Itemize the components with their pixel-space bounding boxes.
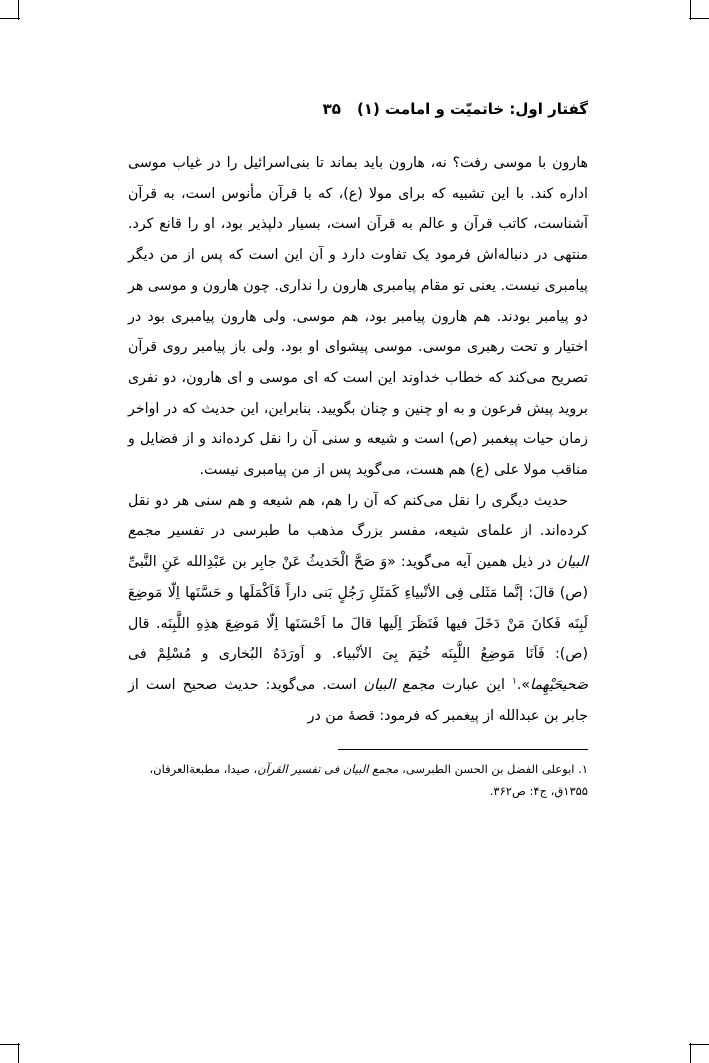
paragraph-text: است. می‌گوید: حدیث صحیح است از جابر بن عبدالله از پیغمبر که فرمود: قصهٔ من در xyxy=(128,676,588,724)
crop-mark-top-right-h xyxy=(689,18,709,19)
footnote-book-title: مجمع البیان فی تفسیر القرآن xyxy=(257,762,399,777)
book-title: مجمع البیان xyxy=(363,676,435,693)
crop-mark-top-right-v xyxy=(690,0,691,20)
book-page xyxy=(128,100,588,802)
crop-mark-bottom-right-v xyxy=(690,1043,691,1063)
body-paragraph-2 xyxy=(128,486,588,732)
footnote-1 xyxy=(128,758,588,802)
crop-mark-bottom-left-v xyxy=(18,1043,19,1063)
running-header xyxy=(128,100,588,126)
paragraph-text: این عبارت xyxy=(434,676,512,693)
footnote-text: ۱. ابوعلی الفضل بن الحسن الطبرسی، xyxy=(398,762,588,777)
paragraph-text: ». xyxy=(516,676,531,693)
paragraph-text: حدیث دیگری را نقل می‌کنم که آن را هم، هم شیعه و هم سنی هر دو نقل کرده‌اند. از علمای شیعه، مفسر بزرگ مذهب ما طبرسی در تفسیر xyxy=(128,492,588,540)
page-number: ۳۵ xyxy=(322,100,341,118)
book-title: صَحیحَیْهِما xyxy=(530,676,589,693)
footnote-divider xyxy=(338,749,588,750)
crop-mark-bottom-right-h xyxy=(689,1044,709,1045)
footnote-reference[interactable]: ۱ xyxy=(511,676,517,687)
crop-mark-top-left-h xyxy=(0,18,20,19)
chapter-title: گفتار اول: خاتمیّت و امامت (۱) xyxy=(356,100,588,118)
crop-mark-bottom-left-h xyxy=(0,1044,20,1045)
body-paragraph-1: هارون با موسی رفت؟ نه، هارون باید بماند تا بنی‌اسرائیل را در غیاب موسی اداره کند. با این تشبیه که برای مولا (ع)، که با قرآن مأنوس است، به قرآن آشناست، کاتب قرآن و عالم به قرآن است، بسیار دلپذیر بود، او را قانع کرد. منتهی در دنباله‌اش فرمود یک تفاوت دارد و آن این است که پس از من دیگر پیامبری نیست. یعنی تو مقام پیامبری هارون را نداری. چون هارون و موسی هر دو پیامبر بودند. هم هارون پیامبر بود، هم موسی. ولی هارون پیامبری بود در اختیار و تحت رهبری موسی. موسی پیشوای او بود. ولی باز پیامبر روی قرآن تصریح می‌کند که خطاب خداوند این است که ای موسی و ای هارون، دو نفری بروید پیش فرعون و به او چنین و چنان بگویید. بنابراین، این حدیث که در اواخر زمان حیات پیغمبر (ص) است و شیعه و سنی آن را نقل کرده‌اند و از فضایل و مناقب مولا علی (ع) هم هست، می‌گوید پس از من پیامبری نیست. xyxy=(128,155,588,479)
crop-mark-top-left-v xyxy=(18,0,19,20)
paragraph-text: در ذیل همین آیه می‌گوید: «وَ صَحَّ الْحَدیثُ عَنْ جابِر بن عَبْدِالله عَنِ النَّبیِّ (ص) قالَ: إنَّما مَثَلی فِی الأنْبیاءِ کَمَثَلِ رَجُلٍ بَنی داراً فَاَکْمَلَها و حَسَّنَها اِلّا مَوضِعَ لَبِنَه فَکانَ مَنْ دَخَلَ فیها فَنَظَرَ اِلَیها قالَ ما اَحْسَنَها اِلّا مَوضِعَ هذِهِ اللَّبِنَه. قال (ص): فَاَنَا مَوضِعُ اللَّبِنَه خُتِمَ بِیَ الأنْبیاء. و اَورَدَهُ البُخاری و مُسْلِمْ فی xyxy=(128,554,588,663)
book-title: مجمع البیان xyxy=(128,523,588,571)
footnote-text: ، صیدا، مطبعةالعرفان، ۱۳۵۵ق، ج۴: ص۳۶۲. xyxy=(149,762,588,799)
